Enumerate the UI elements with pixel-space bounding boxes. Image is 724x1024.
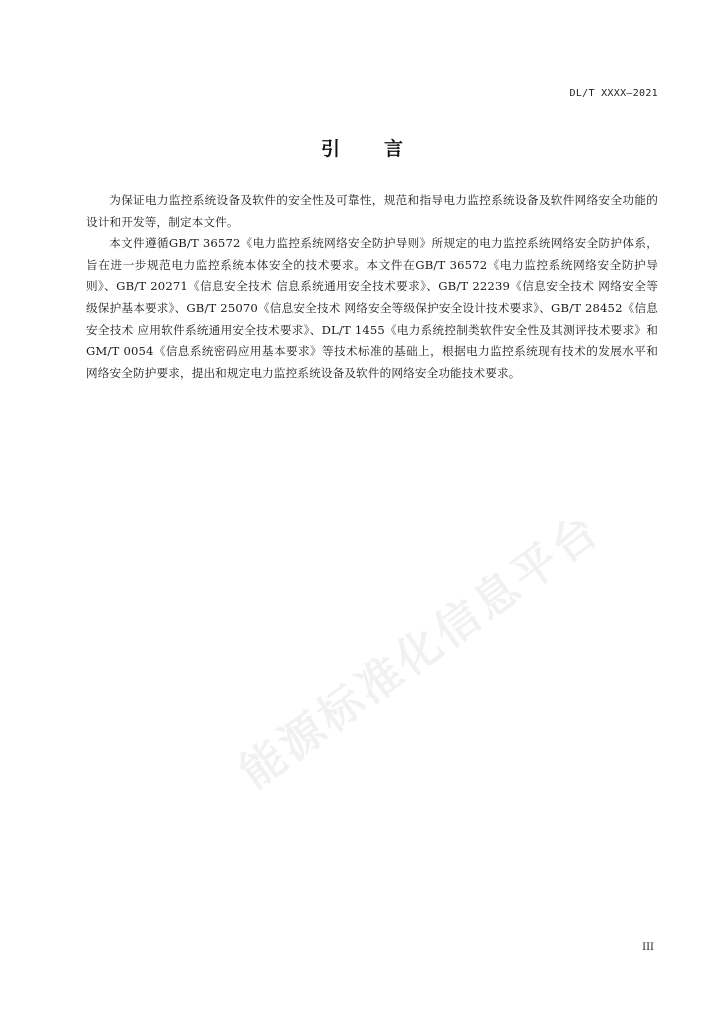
page-number: III bbox=[642, 942, 654, 953]
page-title bbox=[0, 134, 724, 161]
page-title-char-2: 言 bbox=[384, 138, 404, 160]
watermark: 能源标准化信息平台 bbox=[230, 503, 611, 799]
paragraph-2: 本文件遵循GB/T 36572《电力监控系统网络安全防护导则》所规定的电力监控系统网络安全防护体系，旨在进一步规范电力监控系统本体安全的技术要求。本文件在GB/T 36572《电力监控系统网络安全防护导则》、GB/T 20271《信息安全技术 信息系统通用安全技术要求》、GB/T 22239《信息安全技术 网络安全等级保护基本要求》、GB/T 25070《信息安全技术 网络安全等级保护安全设计技术要求》、GB/T 28452《信息安全技术 应用软件系统通用安全技术要求》、DL/T 1455《电力系统控制类软件安全性及其测评技术要求》和GM/T 0054《信息系统密码应用基本要求》等技术标准的基础上，根据电力监控系统现有技术的发展水平和网络安全防护要求，提出和规定电力监控系统设备及软件的网络安全功能技术要求。 bbox=[86, 236, 658, 380]
document-body bbox=[86, 190, 658, 384]
paragraph-1: 为保证电力监控系统设备及软件的安全性及可靠性，规范和指导电力监控系统设备及软件网络安全功能的设计和开发等，制定本文件。 bbox=[86, 193, 658, 229]
page-title-char-1: 引 bbox=[320, 138, 340, 160]
document-code: DL/T XXXX—2021 bbox=[569, 88, 658, 99]
